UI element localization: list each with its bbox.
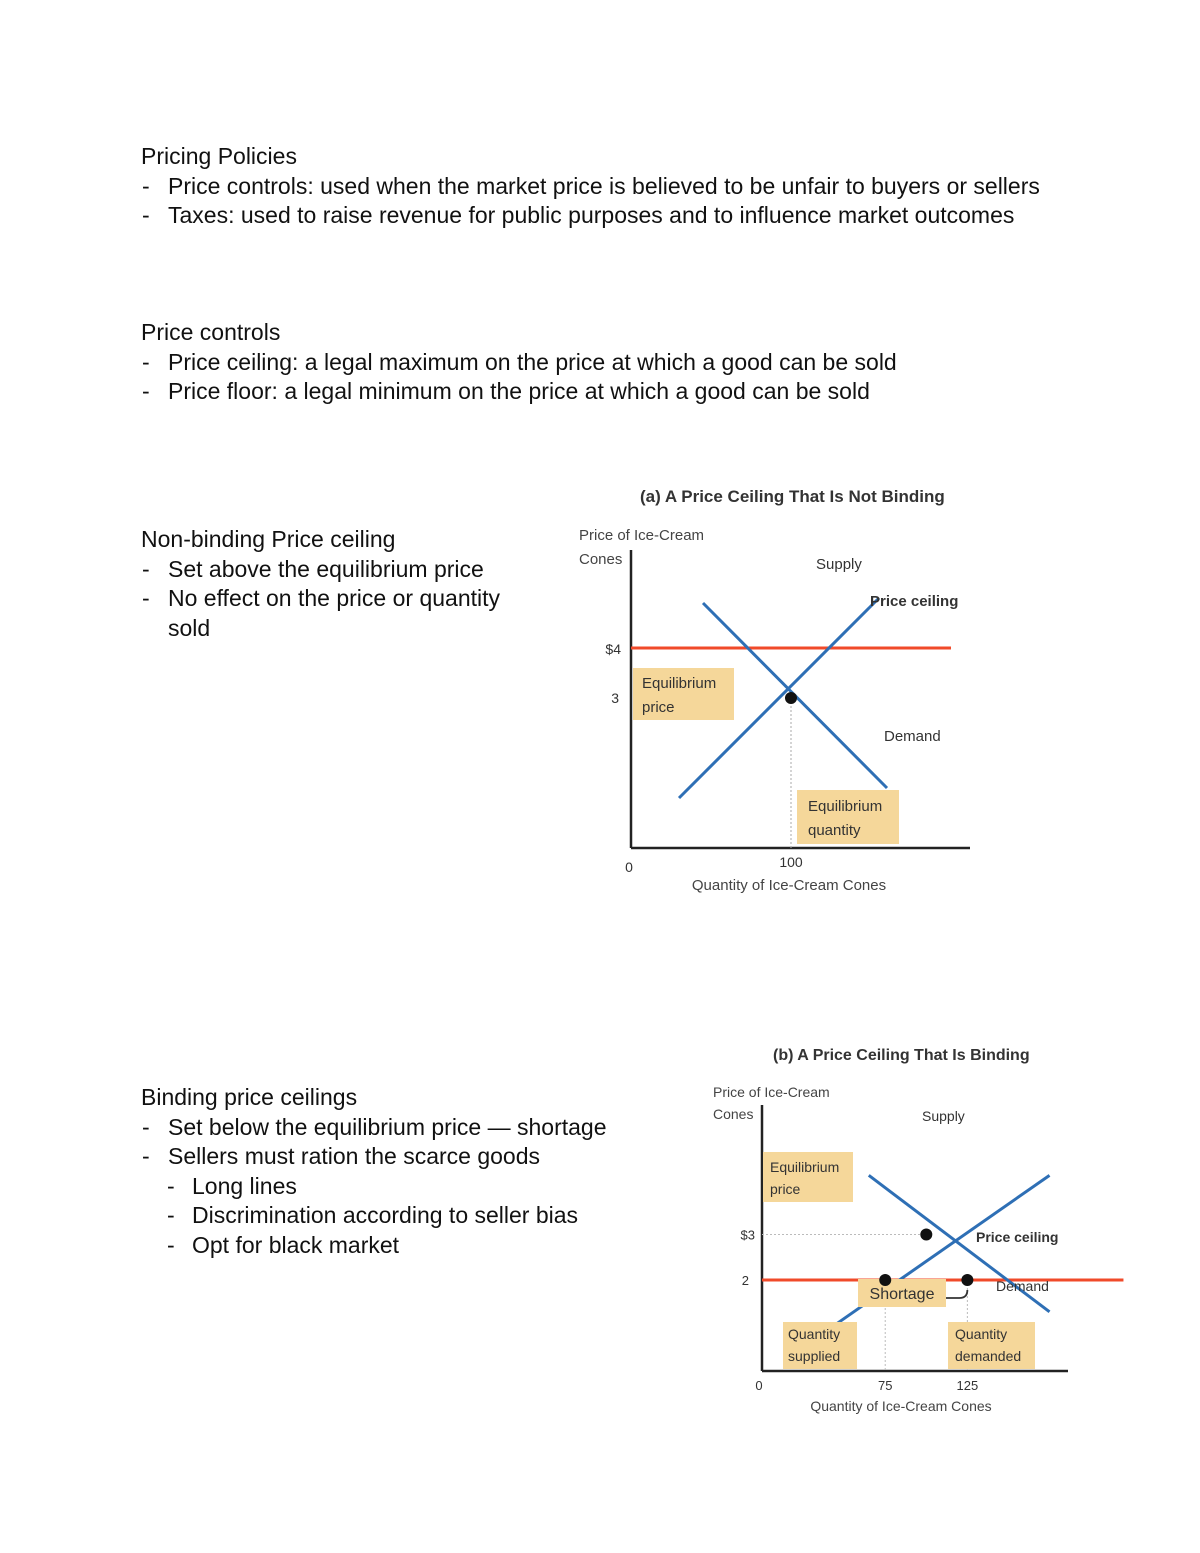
x-tick-label: 125 [956,1378,979,1393]
list-item: - No effect on the price or quantity sold [141,584,501,643]
plot-area [741,1105,1124,1414]
y-axis-label: Price of Ice-Cream [579,527,705,544]
section-non-binding-ceiling [141,525,501,643]
list-subitem: - Long lines [141,1172,661,1202]
heading-non-binding: Non-binding Price ceiling [141,526,396,552]
y-axis-label-line2: Cones [713,1106,754,1122]
list-item: - Sellers must ration the scarce goods [141,1142,661,1172]
pricing-policies-list [141,172,1061,231]
supply-label: Supply [922,1108,965,1124]
chart-non-binding-ceiling [570,478,1000,908]
x-axis-label: Quantity of Ice-Cream Cones [810,1398,992,1414]
price-ceiling-label: Price ceiling [976,1229,1059,1245]
heading-price-controls: Price controls [141,319,281,345]
section-price-controls [141,318,1061,407]
section-pricing-policies [141,142,1061,231]
y-axis-label: Price of Ice-Cream [713,1084,830,1100]
list-item: - Set above the equilibrium price [141,555,501,585]
equilibrium-price-label-line2: price [770,1181,801,1197]
equilibrium-point [785,692,797,704]
price-controls-list [141,348,1061,407]
equilibrium-price-label: Equilibrium [642,675,717,692]
list-item: - Taxes: used to raise revenue for public purposes and to influence market outcomes [141,201,1061,231]
equilibrium-point [920,1229,932,1241]
shortage-label: Shortage [869,1286,935,1303]
quantity-demanded-label-line2: demanded [955,1348,1022,1364]
demand-label: Demand [884,728,941,745]
equilibrium-price-label: Equilibrium [770,1159,840,1175]
price-ceiling-label: Price ceiling [870,593,959,610]
non-binding-list [141,555,501,644]
y-tick-label: 2 [741,1273,749,1288]
y-axis-label-line2: Cones [579,551,623,568]
x-tick-label: 75 [877,1378,893,1393]
supply-label: Supply [816,556,862,573]
x-tick-label: 100 [779,854,803,870]
quantity-supplied-label: Quantity [788,1326,841,1342]
chart-title: (b) A Price Ceiling That Is Binding [773,1047,1030,1064]
x-tick-label: 0 [625,859,633,875]
quantity-demanded-label: Quantity [955,1326,1008,1342]
equilibrium-quantity-label: Equilibrium [808,798,883,815]
list-item: - Set below the equilibrium price — shortage [141,1113,661,1143]
x-tick-label: 0 [755,1378,763,1393]
binding-list [141,1113,661,1261]
list-item: - Price ceiling: a legal maximum on the price at which a good can be sold [141,348,1061,378]
chart-title: (a) A Price Ceiling That Is Not Binding [640,487,945,506]
heading-pricing-policies: Pricing Policies [141,143,297,169]
list-item: - Price controls: used when the market price is believed to be unfair to buyers or sellers [141,172,1061,202]
heading-binding: Binding price ceilings [141,1084,358,1110]
y-tick-label: $3 [740,1227,755,1243]
y-tick-label: 3 [611,690,619,706]
plot-area [605,550,970,894]
demand-label: Demand [996,1278,1049,1294]
x-axis-label: Quantity of Ice-Cream Cones [691,877,887,894]
quantity-supplied-label-line2: supplied [788,1348,841,1364]
quantity-supplied-point [879,1274,891,1286]
section-binding-ceilings [141,1083,661,1260]
list-subitem: - Opt for black market [141,1231,661,1261]
list-item: - Price floor: a legal minimum on the price at which a good can be sold [141,377,1061,407]
equilibrium-price-label-line2: price [642,699,675,716]
quantity-demanded-point [961,1274,973,1286]
y-tick-label: $4 [605,641,621,657]
equilibrium-quantity-label-line2: quantity [808,822,861,839]
list-subitem: - Discrimination according to seller bias [141,1201,661,1231]
chart-binding-ceiling [700,1037,1110,1437]
